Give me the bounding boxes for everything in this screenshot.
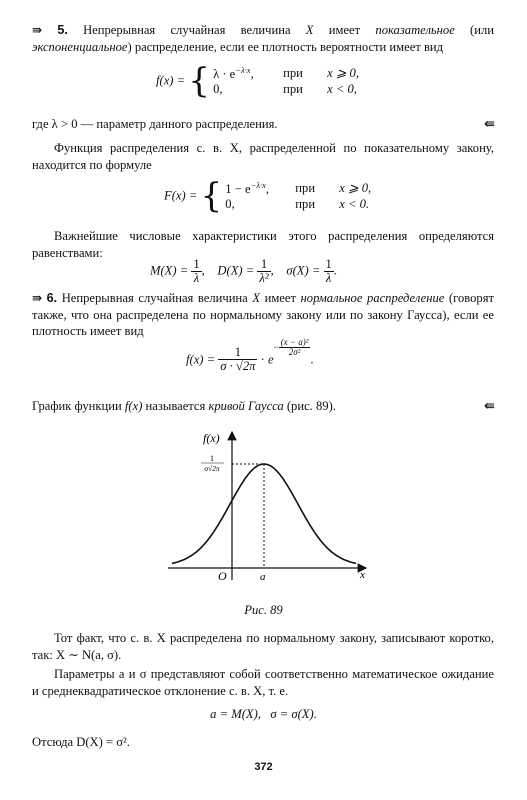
normal-pdf-lhs: f(x) = — [186, 352, 216, 367]
normal-pdf-coef-num: 1 — [218, 346, 257, 360]
exp-cdf-formula — [164, 176, 377, 216]
exp-pdf-case1-sup: −λ·x — [235, 64, 251, 75]
exp-cdf-cases — [225, 180, 377, 212]
item-5-text-a: Непрерывная случайная величина — [67, 23, 306, 37]
characteristics-intro: Важнейшие числовые характеристики этого распределения определяются равенствами: — [32, 229, 494, 260]
peak-label-num: 1 — [210, 454, 214, 463]
normal-pdf-end: . — [310, 352, 314, 367]
exp-pdf-case1-comma: , — [250, 66, 254, 81]
item-6-text-b: имеет — [260, 291, 301, 305]
variance-sep: , — [270, 263, 274, 278]
exp-cdf-case2-cond: x < 0. — [339, 197, 370, 212]
moments-formula — [150, 258, 337, 285]
graph-line-text-a: График функции — [32, 399, 125, 413]
params-paragraph: Параметры a и σ представляют собой соответственно математическое ожидание и среднеквадратическое отклонение с. в. X, т. е. — [32, 667, 494, 698]
stddev-lhs: σ(X) = — [286, 263, 321, 278]
item-5-paragraph — [32, 22, 494, 55]
normal-pdf-e: e — [267, 352, 274, 367]
item-marker-arrow-icon: ⇛ — [32, 23, 43, 37]
normal-pdf-exp-num: (x − a)² — [280, 337, 309, 347]
graph-line-fx: f(x) — [124, 399, 143, 413]
normal-pdf-coef — [218, 346, 257, 373]
exp-pdf-formula — [156, 61, 365, 101]
exp-pdf-case1-cond-word: при — [283, 65, 303, 80]
normal-pdf-exp-sign: − — [273, 342, 279, 352]
normal-pdf-dot: · — [260, 352, 265, 367]
item-5-text-c: (или — [454, 23, 494, 37]
mean-fraction — [191, 258, 201, 285]
figure-caption: Рис. 89 — [244, 603, 283, 617]
item-6-text-a: Непрерывная случайная величина — [57, 291, 253, 305]
mean-den: λ — [193, 271, 200, 286]
exp-cdf-case2-cond-word: при — [295, 197, 316, 212]
cdf-intro-paragraph: Функция распределения с. в. X, распределенной по показательному закону, находится по формуле — [32, 141, 494, 172]
gauss-curve-figure — [0, 420, 527, 595]
exp-cdf-case1-comma: , — [265, 181, 270, 196]
item-6-paragraph — [32, 290, 494, 340]
hence-line: Отсюда D(X) = σ². — [32, 735, 130, 749]
stddev-end: . — [333, 263, 337, 278]
end-mark-icon: ⇚ — [484, 117, 495, 132]
fact-paragraph: Тот факт, что с. в. X распределена по нормальному закону, записывают коротко, так: X ∼ N(a, σ). — [32, 631, 494, 662]
normal-pdf-exponent — [274, 338, 311, 358]
graph-line-text-b: называется — [142, 399, 209, 413]
normal-pdf-formula — [186, 337, 314, 374]
variance-lhs: D(X) = — [217, 263, 255, 278]
item-5-var-x: X — [305, 23, 314, 37]
exp-pdf-lhs: f(x) = — [156, 73, 186, 88]
mean-sep: , — [201, 263, 205, 278]
item-6-term: нормальное распределение — [300, 291, 445, 305]
item-marker-arrow-icon: ⇛ — [32, 291, 43, 305]
item-5-number: 5. — [57, 23, 68, 37]
graph-line — [32, 398, 494, 415]
a-label: a — [260, 571, 266, 583]
end-mark-icon: ⇚ — [484, 399, 495, 414]
stddev-fraction — [324, 258, 334, 285]
variance-fraction — [257, 258, 270, 285]
item-5-text-b: имеет — [313, 23, 376, 37]
exp-cdf-case2-expr: 0, — [225, 197, 235, 212]
lambda-line-text: где λ > 0 — параметр данного распределения. — [32, 117, 278, 131]
exp-pdf-case2-cond-word: при — [283, 82, 303, 97]
params-formula: a = M(X), σ = σ(X). — [210, 707, 317, 721]
x-axis-label: x — [360, 569, 365, 581]
stddev-den: λ — [325, 271, 332, 286]
exp-cdf-lhs: F(x) = — [164, 188, 198, 203]
mean-lhs: M(X) = — [150, 263, 189, 278]
exp-pdf-cases — [213, 65, 365, 97]
item-6-text-c: (говорят также, что она распределена по нормальному закону или по закону Гаусса), если ее плотность имеет вид — [32, 291, 495, 339]
left-brace: { — [200, 176, 223, 216]
exp-cdf-case1-cond: x ⩾ 0, — [339, 180, 372, 195]
exp-cdf-case1-sup: −λ·x — [250, 179, 266, 190]
normal-pdf-exp-den: 2σ² — [288, 347, 301, 358]
exp-pdf-case1-expr: λ · e — [213, 66, 236, 81]
y-axis-label: f(x) — [203, 431, 220, 445]
item-5-term: показательное — [375, 23, 455, 37]
peak-label-den: σ√2π — [204, 464, 220, 473]
variance-den: λ² — [259, 271, 269, 286]
mean-num: 1 — [193, 257, 200, 271]
page-number: 372 — [254, 761, 273, 773]
graph-line-term: кривой Гаусса — [208, 399, 284, 413]
item-6-number: 6. — [46, 291, 58, 305]
exp-pdf-case1-cond: x ⩾ 0, — [327, 65, 359, 80]
normal-pdf-coef-den: σ · √2π — [220, 359, 256, 374]
exp-pdf-case2-cond: x < 0, — [327, 82, 357, 97]
graph-line-text-c: (рис. 89). — [283, 399, 336, 413]
exp-cdf-case1-expr: 1 − e — [225, 181, 251, 196]
item-5-term2: экспоненциальное — [32, 39, 128, 54]
normal-pdf-exp-fraction — [279, 338, 311, 358]
item-5-text-d: ) распределение, если ее плотность вероятности имеет вид — [127, 39, 444, 54]
exp-cdf-case1-cond-word: при — [295, 180, 316, 195]
variance-num: 1 — [257, 258, 270, 272]
stddev-num: 1 — [325, 257, 332, 271]
exp-pdf-case2-expr: 0, — [213, 82, 223, 97]
origin-label: O — [218, 569, 227, 583]
lambda-line — [32, 116, 494, 133]
left-brace: { — [188, 61, 210, 101]
item-6-var-x: X — [252, 291, 261, 305]
